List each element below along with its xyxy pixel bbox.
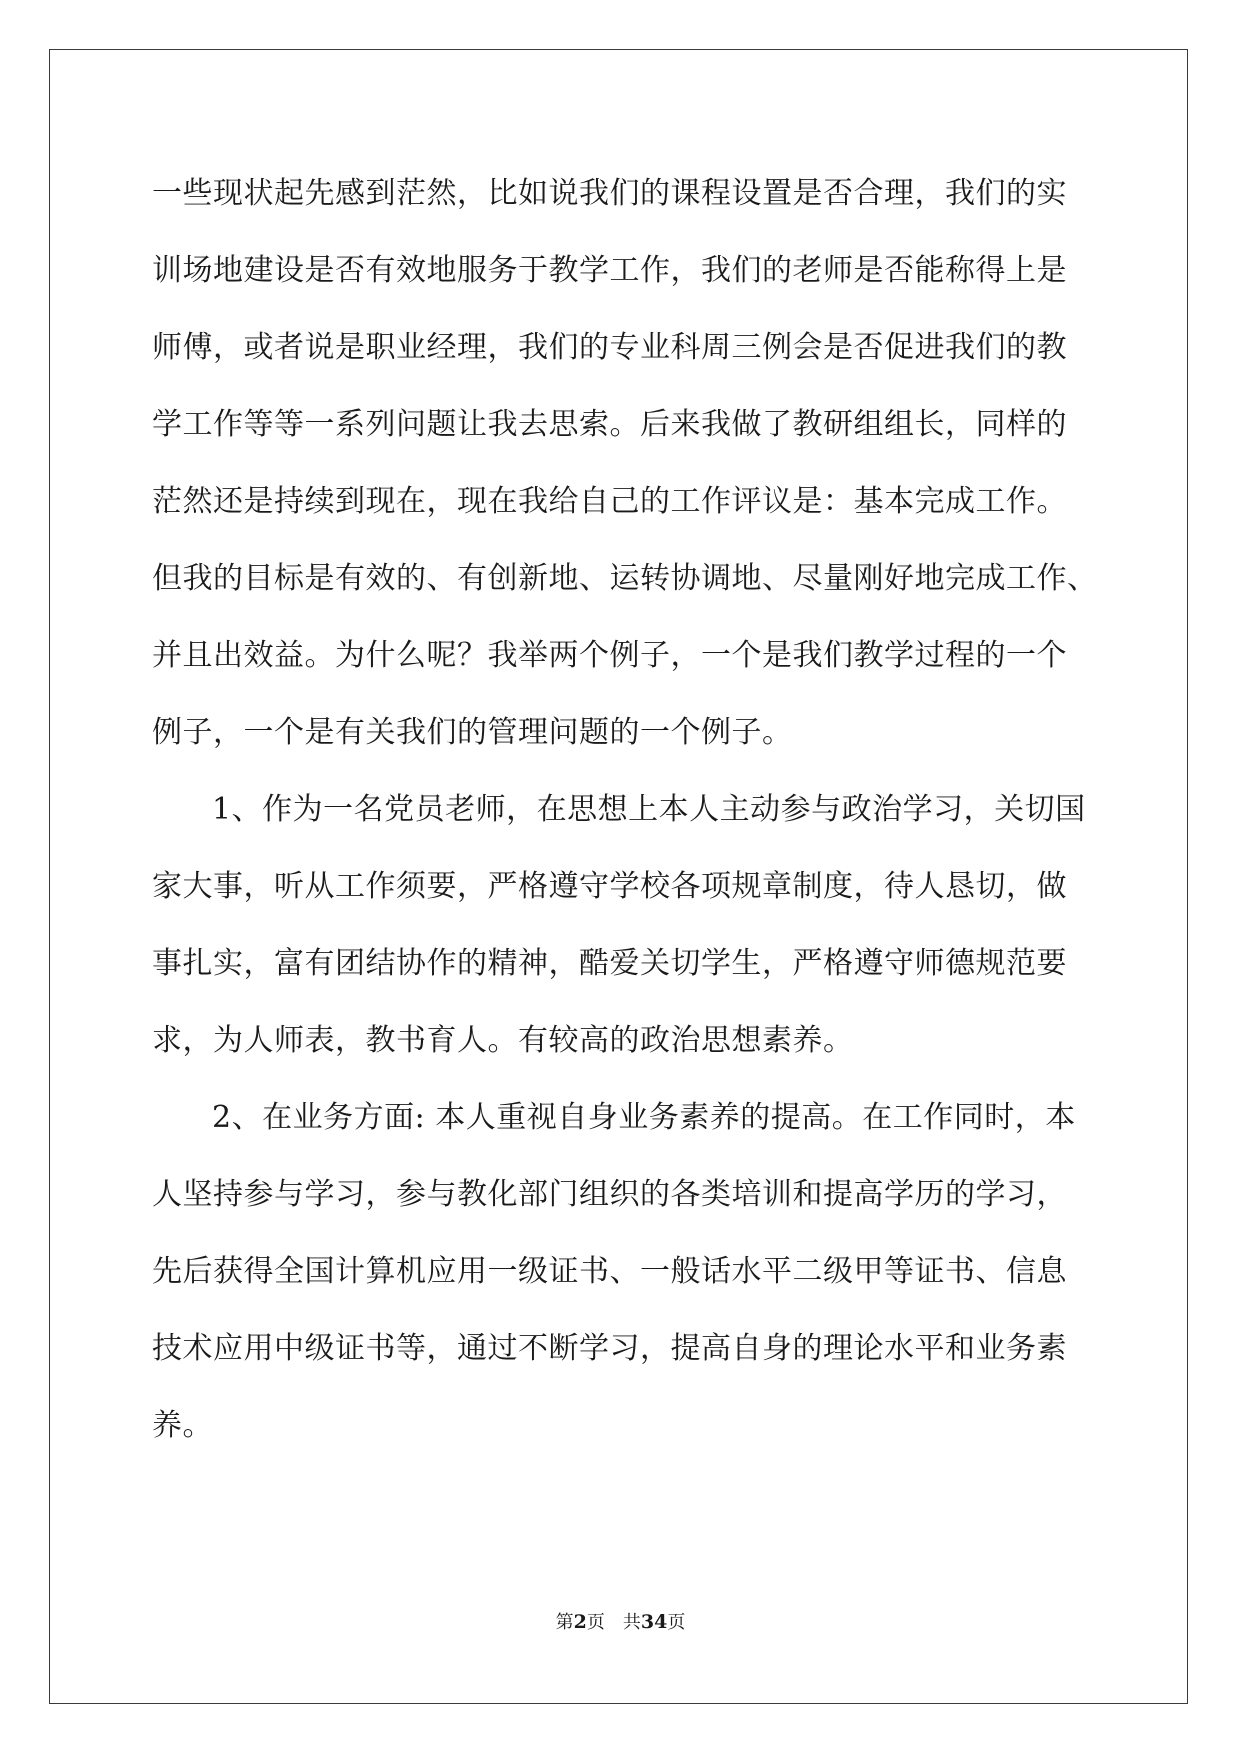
paragraph-1-first-line: 1、作为一名党员老师，在思想上本人主动参与政治学习，关切国 (212, 792, 1086, 827)
page-footer (0, 1610, 1241, 1635)
total-pages: 34 (640, 1611, 668, 1633)
text-line: 人坚持参与学习，参与教化部门组织的各类培训和提高学历的学习， (152, 1177, 1067, 1212)
text-line: 师傅，或者说是职业经理，我们的专业科周三例会是否促进我们的教 (152, 330, 1067, 365)
text-line: 先后获得全国计算机应用一级证书、一般话水平二级甲等证书、信息 (152, 1254, 1067, 1289)
paragraph-2-first-line: 2、在业务方面: 本人重视自身业务素养的提高。在工作同时，本 (212, 1100, 1076, 1135)
text-line: 并且出效益。为什么呢？我举两个例子，一个是我们教学过程的一个 (152, 638, 1067, 673)
text-line: 茫然还是持续到现在，现在我给自己的工作评议是：基本完成工作。 (152, 484, 1067, 519)
text-line: 但我的目标是有效的、有创新地、运转协调地、尽量刚好地完成工作、 (152, 561, 1098, 596)
text-line: 技术应用中级证书等，通过不断学习，提高自身的理论水平和业务素 (152, 1331, 1067, 1366)
document-body (152, 155, 1098, 1464)
text-line: 例子，一个是有关我们的管理问题的一个例子。 (152, 715, 793, 750)
text-line: 一些现状起先感到茫然，比如说我们的课程设置是否合理，我们的实 (152, 176, 1067, 211)
text-line: 家大事，听从工作须要，严格遵守学校各项规章制度，待人恳切，做 (152, 869, 1067, 904)
text-line: 训场地建设是否有效地服务于教学工作，我们的老师是否能称得上是 (152, 253, 1067, 288)
page-suffix: 页 (586, 1612, 605, 1633)
text-line: 事扎实，富有团结协作的精神，酷爱关切学生，严格遵守师德规范要 (152, 946, 1067, 981)
page-number: 2 (573, 1611, 587, 1633)
text-line: 学工作等等一系列问题让我去思索。后来我做了教研组组长，同样的 (152, 407, 1067, 442)
total-prefix: 共 (622, 1612, 641, 1633)
page-prefix: 第 (555, 1612, 574, 1633)
text-line: 求，为人师表，教书育人。有较高的政治思想素养。 (152, 1023, 854, 1058)
text-line: 养。 (152, 1408, 213, 1443)
total-suffix: 页 (667, 1612, 686, 1633)
